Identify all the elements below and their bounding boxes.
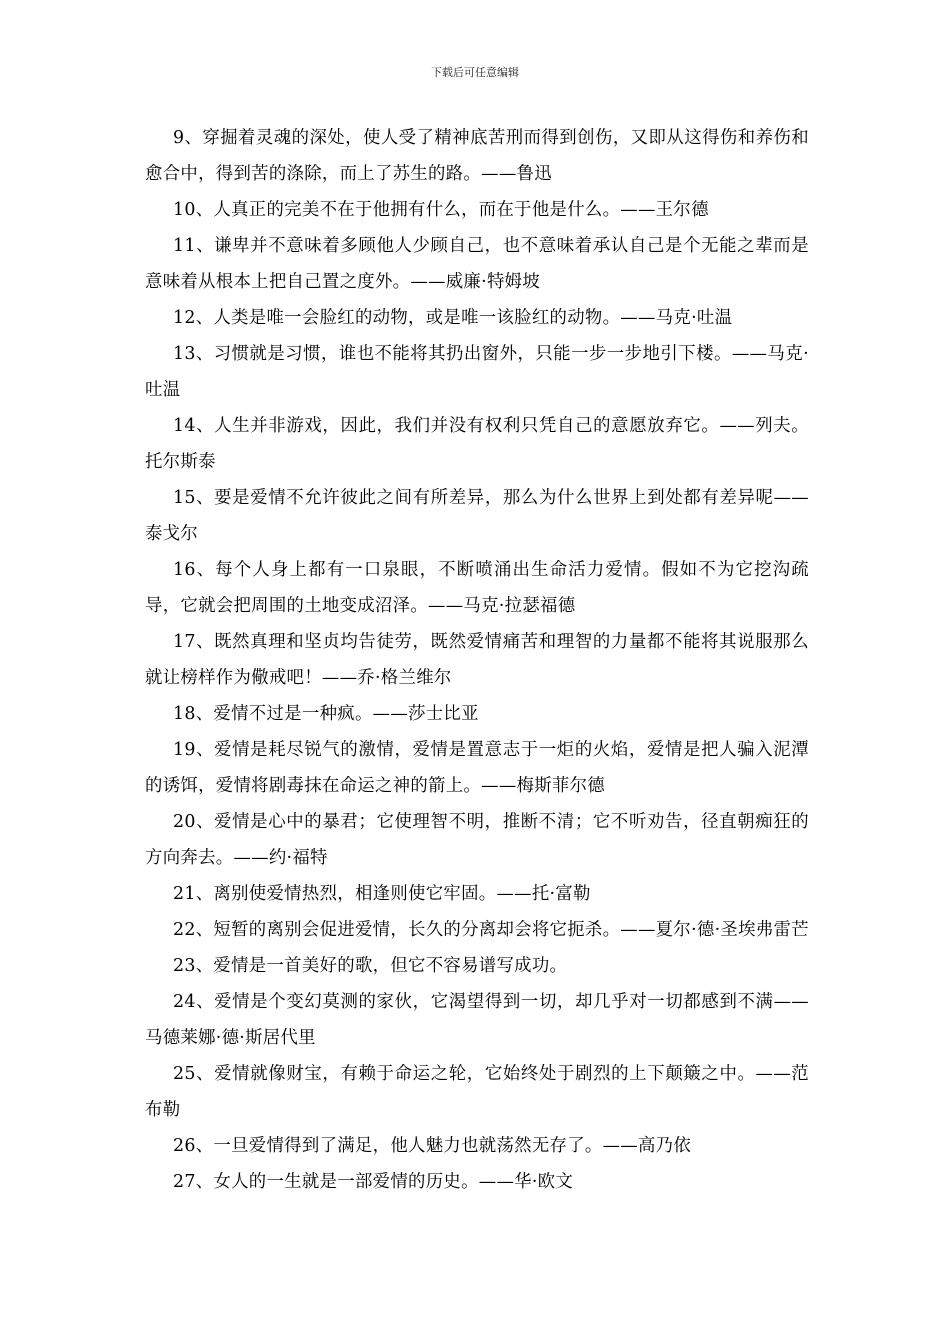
quote-line: 马克·吐温 bbox=[145, 344, 809, 400]
quote-paragraph bbox=[145, 300, 809, 336]
quote-line: 10、人真正的完美不在于他拥有什么，而在于他是什么。——王尔德 bbox=[173, 200, 709, 220]
quote-line: 23、爱情是一首美好的歌，但它不容易谱写成功。 bbox=[173, 956, 568, 976]
quote-paragraph bbox=[145, 804, 809, 876]
quote-paragraph bbox=[145, 948, 809, 984]
quote-line: 18、爱情不过是一种疯。——莎士比亚 bbox=[173, 704, 479, 724]
quote-paragraph bbox=[145, 1164, 809, 1200]
quote-paragraph bbox=[145, 408, 809, 480]
quote-line: 14、人生并非游戏，因此，我们并没有权利只凭自己的意愿放弃它。——列 bbox=[173, 416, 774, 436]
quote-line: 疏导，它就会把周围的土地变成沼泽。——马克·拉瑟福德 bbox=[145, 560, 809, 616]
quote-line: 15、要是爱情不允许彼此之间有所差异，那么为什么世界上到处都有差异呢 bbox=[173, 488, 774, 508]
quote-paragraph bbox=[145, 1056, 809, 1128]
quote-paragraph bbox=[145, 696, 809, 732]
page-header: 下载后可任意编辑 bbox=[431, 66, 519, 79]
quote-line: ——马德莱娜·德·斯居代里 bbox=[145, 992, 809, 1048]
quote-paragraph bbox=[145, 1128, 809, 1164]
quote-line: 13、习惯就是习惯，谁也不能将其扔出窗外，只能一步一步地引下楼。—— bbox=[173, 344, 768, 364]
quote-line: 夫。托尔斯泰 bbox=[145, 416, 809, 472]
quote-line: 狂的方向奔去。——约·福特 bbox=[145, 812, 809, 868]
quote-line: 12、人类是唯一会脸红的动物，或是唯一该脸红的动物。——马克·吐温 bbox=[173, 308, 733, 328]
quote-line: 11、谦卑并不意味着多顾他人少顾自己，也不意味着承认自己是个无能之辈 bbox=[173, 236, 774, 256]
quote-line: 19、爱情是耗尽锐气的激情，爱情是置意志于一炬的火焰，爱情是把人骗入 bbox=[173, 740, 774, 760]
quote-paragraph bbox=[145, 732, 809, 804]
quote-line: 20、爱情是心中的暴君；它使理智不明，推断不清；它不听劝告，径直朝痴 bbox=[173, 812, 774, 832]
quote-paragraph bbox=[145, 552, 809, 624]
quote-line: 16、每个人身上都有一口泉眼，不断喷涌出生命活力爱情。假如不为它挖沟 bbox=[173, 560, 792, 580]
quote-line: —范布勒 bbox=[145, 1064, 809, 1120]
quote-line: 24、爱情是个变幻莫测的家伙，它渴望得到一切，却几乎对一切都感到不满 bbox=[173, 992, 774, 1012]
quote-list bbox=[145, 120, 809, 1200]
quote-line: 泥潭的诱饵，爱情将剧毒抹在命运之神的箭上。——梅斯菲尔德 bbox=[145, 740, 809, 796]
quote-line: 25、爱情就像财宝，有赖于命运之轮，它始终处于剧烈的上下颠簸之中。— bbox=[173, 1064, 774, 1084]
quote-line: 26、一旦爱情得到了满足，他人魅力也就荡然无存了。——高乃依 bbox=[173, 1136, 692, 1156]
quote-paragraph bbox=[145, 192, 809, 228]
quote-paragraph bbox=[145, 120, 809, 192]
quote-line: 27、女人的一生就是一部爱情的历史。——华·欧文 bbox=[173, 1172, 574, 1192]
quote-paragraph bbox=[145, 336, 809, 408]
quote-paragraph bbox=[145, 480, 809, 552]
quote-paragraph bbox=[145, 912, 809, 948]
quote-paragraph bbox=[145, 876, 809, 912]
quote-paragraph bbox=[145, 984, 809, 1056]
quote-paragraph bbox=[145, 228, 809, 300]
quote-line: 17、既然真理和坚贞均告徒劳，既然爱情痛苦和理智的力量都不能将其说服 bbox=[173, 632, 774, 652]
quote-line: 那么就让榜样作为儆戒吧！——乔·格兰维尔 bbox=[145, 632, 809, 688]
quote-line: 埃弗雷芒 bbox=[738, 920, 809, 940]
quote-line: 21、离别使爱情热烈，相逢则使它牢固。——托·富勒 bbox=[173, 884, 591, 904]
quote-line: ——泰戈尔 bbox=[145, 488, 809, 544]
quote-line: 而是意味着从根本上把自己置之度外。——威廉·特姆坡 bbox=[145, 236, 809, 292]
quote-paragraph bbox=[145, 624, 809, 696]
quote-line: 22、短暂的离别会促进爱情，长久的分离却会将它扼杀。——夏尔·德·圣 bbox=[173, 920, 739, 940]
quote-line: 养伤和愈合中，得到苦的涤除，而上了苏生的路。——鲁迅 bbox=[145, 128, 809, 184]
quote-line: 9、穿掘着灵魂的深处，使人受了精神底苦刑而得到创伤，又即从这得伤和 bbox=[173, 128, 756, 148]
